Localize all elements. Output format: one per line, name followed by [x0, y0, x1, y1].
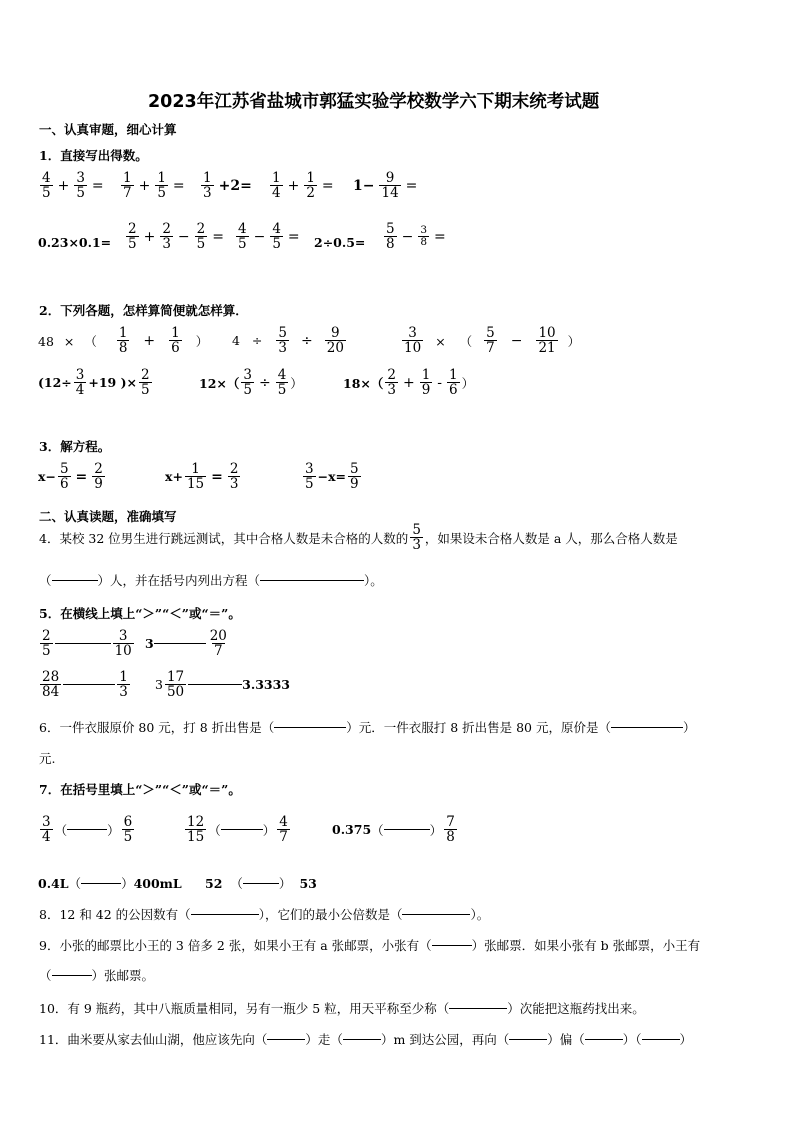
answer-blank[interactable]: [402, 914, 470, 915]
answer-blank[interactable]: [642, 1039, 680, 1040]
answer-blank[interactable]: [274, 727, 346, 728]
answer-blank[interactable]: [191, 914, 259, 915]
fraction: $\frac{4}{5}$: [42, 170, 51, 202]
q2-row2-b: 12×（ $\frac{3}{5}$ ÷ $\frac{4}{5}$ ）: [199, 367, 303, 399]
answer-blank[interactable]: [81, 883, 121, 884]
answer-blank[interactable]: [611, 727, 683, 728]
q1-label: 1．直接写出得数。: [39, 148, 148, 163]
q4-line1: 4．某校 32 位男生进行跳远测试，其中合格人数是未合格的人数的 $\frac{5}{3}$ ，如果设未合格人数是 a 人，那么合格人数是: [39, 522, 678, 554]
q3-label: 3．解方程。: [39, 439, 111, 454]
q2-label: 2．下列各题，怎样算简便就怎样算．: [39, 303, 248, 318]
q3-eq2: x+ $\frac{1}{15}$ = $\frac{2}{3}$: [165, 461, 239, 493]
q2-row2-c: 18×（ $\frac{2}{3}$ + $\frac{1}{9}$ - $\frac{1}{6}$ ）: [343, 367, 475, 399]
fraction: $\frac{3}{5}$: [76, 170, 85, 202]
q5-label: 5．在横线上填上“＞”“＜”或“＝”。: [39, 606, 241, 621]
answer-blank[interactable]: [509, 1039, 547, 1040]
answer-blank[interactable]: [63, 684, 115, 685]
q6-line2: 元.: [39, 751, 56, 766]
page-title: 2023年江苏省盐城市郭猛实验学校数学六下期末统考试题: [148, 92, 600, 112]
q2-row2-a: (12÷ $\frac{3}{4}$ +19 )× $\frac{2}{5}$: [38, 367, 150, 399]
q1-row2-e3: $\frac{4}{5}$ − $\frac{4}{5}$ =: [238, 221, 300, 253]
q7-row2-b: 52 （ ） 53: [205, 875, 317, 891]
q1-row1-e5: 1− $\frac{9}{14}$ =: [353, 170, 418, 202]
section-two-heading: 二、认真读题，准确填写: [39, 509, 177, 524]
answer-blank[interactable]: [52, 975, 92, 976]
q5-row2-a: $\frac{28}{84}$ $\frac{1}{3}$: [42, 669, 128, 701]
answer-blank[interactable]: [243, 883, 279, 884]
answer-blank[interactable]: [585, 1039, 623, 1040]
answer-blank[interactable]: [55, 643, 111, 644]
q7-row1-c: 0.375 （ ） $\frac{7}{8}$: [332, 814, 455, 846]
q1-row1-e4: $\frac{1}{4}$ + $\frac{1}{2}$ =: [272, 170, 334, 202]
answer-blank[interactable]: [188, 684, 242, 685]
answer-blank[interactable]: [67, 829, 107, 830]
q3-eq1: x− $\frac{5}{6}$ = $\frac{2}{9}$: [38, 461, 103, 493]
answer-blank[interactable]: [384, 829, 430, 830]
q9-line1: 9．小张的邮票比小王的 3 倍多 2 张，如果小王有 a 张邮票，小张有（ ）张邮票．如果小张有 b 张邮票，小王有: [39, 938, 701, 953]
q1-row2-e2: $\frac{2}{5}$ + $\frac{2}{3}$ − $\frac{2}{5}$ =: [128, 221, 224, 253]
q1-row1-e3: $\frac{1}{3}$ +2=: [203, 170, 252, 202]
q2-row1-b: 4 ÷ $\frac{5}{3}$ ÷ $\frac{9}{20}$: [232, 325, 344, 357]
q2-row1-a: 48 × （ $\frac{1}{8}$ + $\frac{1}{6}$ ）: [38, 325, 209, 357]
section-one-heading: 一、认真审题，细心计算: [39, 122, 177, 137]
q1-row2-e5: $\frac{5}{8}$ − $\frac{3}{8}$ =: [386, 221, 446, 253]
q2-row1-c: $\frac{3}{10}$ × （ $\frac{5}{7}$ − $\frac{10}{21}$ ）: [404, 325, 581, 357]
q7-label: 7．在括号里填上“＞”“＜”或“＝”。: [39, 782, 241, 797]
q7-row1-b: $\frac{12}{15}$ （ ） $\frac{4}{7}$: [187, 814, 288, 846]
q5-row2-b: 3 $\frac{17}{50}$ 3.3333: [155, 669, 290, 701]
q3-eq3: $\frac{3}{5}$ −x= $\frac{5}{9}$: [305, 461, 359, 493]
q1-row1: $\frac{4}{5}$ + $\frac{3}{5}$ =: [42, 170, 104, 202]
answer-blank[interactable]: [154, 643, 206, 644]
answer-blank[interactable]: [260, 580, 364, 581]
q5-row1-a: $\frac{2}{5}$ $\frac{3}{10}$: [42, 628, 132, 660]
answer-blank[interactable]: [267, 1039, 305, 1040]
q7-row1-a: $\frac{3}{4}$ （ ） $\frac{6}{5}$: [42, 814, 133, 846]
q4-line2: （ ）人，并在括号内列出方程（ ）。: [39, 573, 383, 588]
answer-blank[interactable]: [221, 829, 263, 830]
q11-line: 11．曲米要从家去仙山湖，他应该先向（ ）走（ ）m 到达公园，再向（ ）偏（ ）（ ）: [39, 1032, 693, 1047]
answer-blank[interactable]: [449, 1008, 507, 1009]
q9-line2: （ ）张邮票。: [39, 968, 155, 983]
q1-row2-e4: 2÷0.5=: [314, 234, 366, 250]
q1-row2-e1: 0.23×0.1=: [38, 234, 112, 250]
q5-row1-b: 3 $\frac{20}{7}$: [145, 628, 227, 660]
q10-line: 10．有 9 瓶药，其中八瓶质量相同，另有一瓶少 5 粒，用天平称至少称（ ）次能把这瓶药找出来。: [39, 1001, 645, 1016]
answer-blank[interactable]: [432, 945, 472, 946]
q7-row2-a: 0.4L （ ） 400mL: [38, 875, 182, 891]
q8-line: 8．12 和 42 的公因数有（ ），它们的最小公倍数是（ ）。: [39, 907, 490, 922]
q1-row1-e2: $\frac{1}{7}$ + $\frac{1}{5}$ =: [123, 170, 185, 202]
answer-blank[interactable]: [52, 580, 98, 581]
q6-line1: 6．一件衣服原价 80 元，打 8 折出售是（ ）元．一件衣服打 8 折出售是 80 元，原价是（ ）: [39, 720, 696, 735]
answer-blank[interactable]: [343, 1039, 381, 1040]
